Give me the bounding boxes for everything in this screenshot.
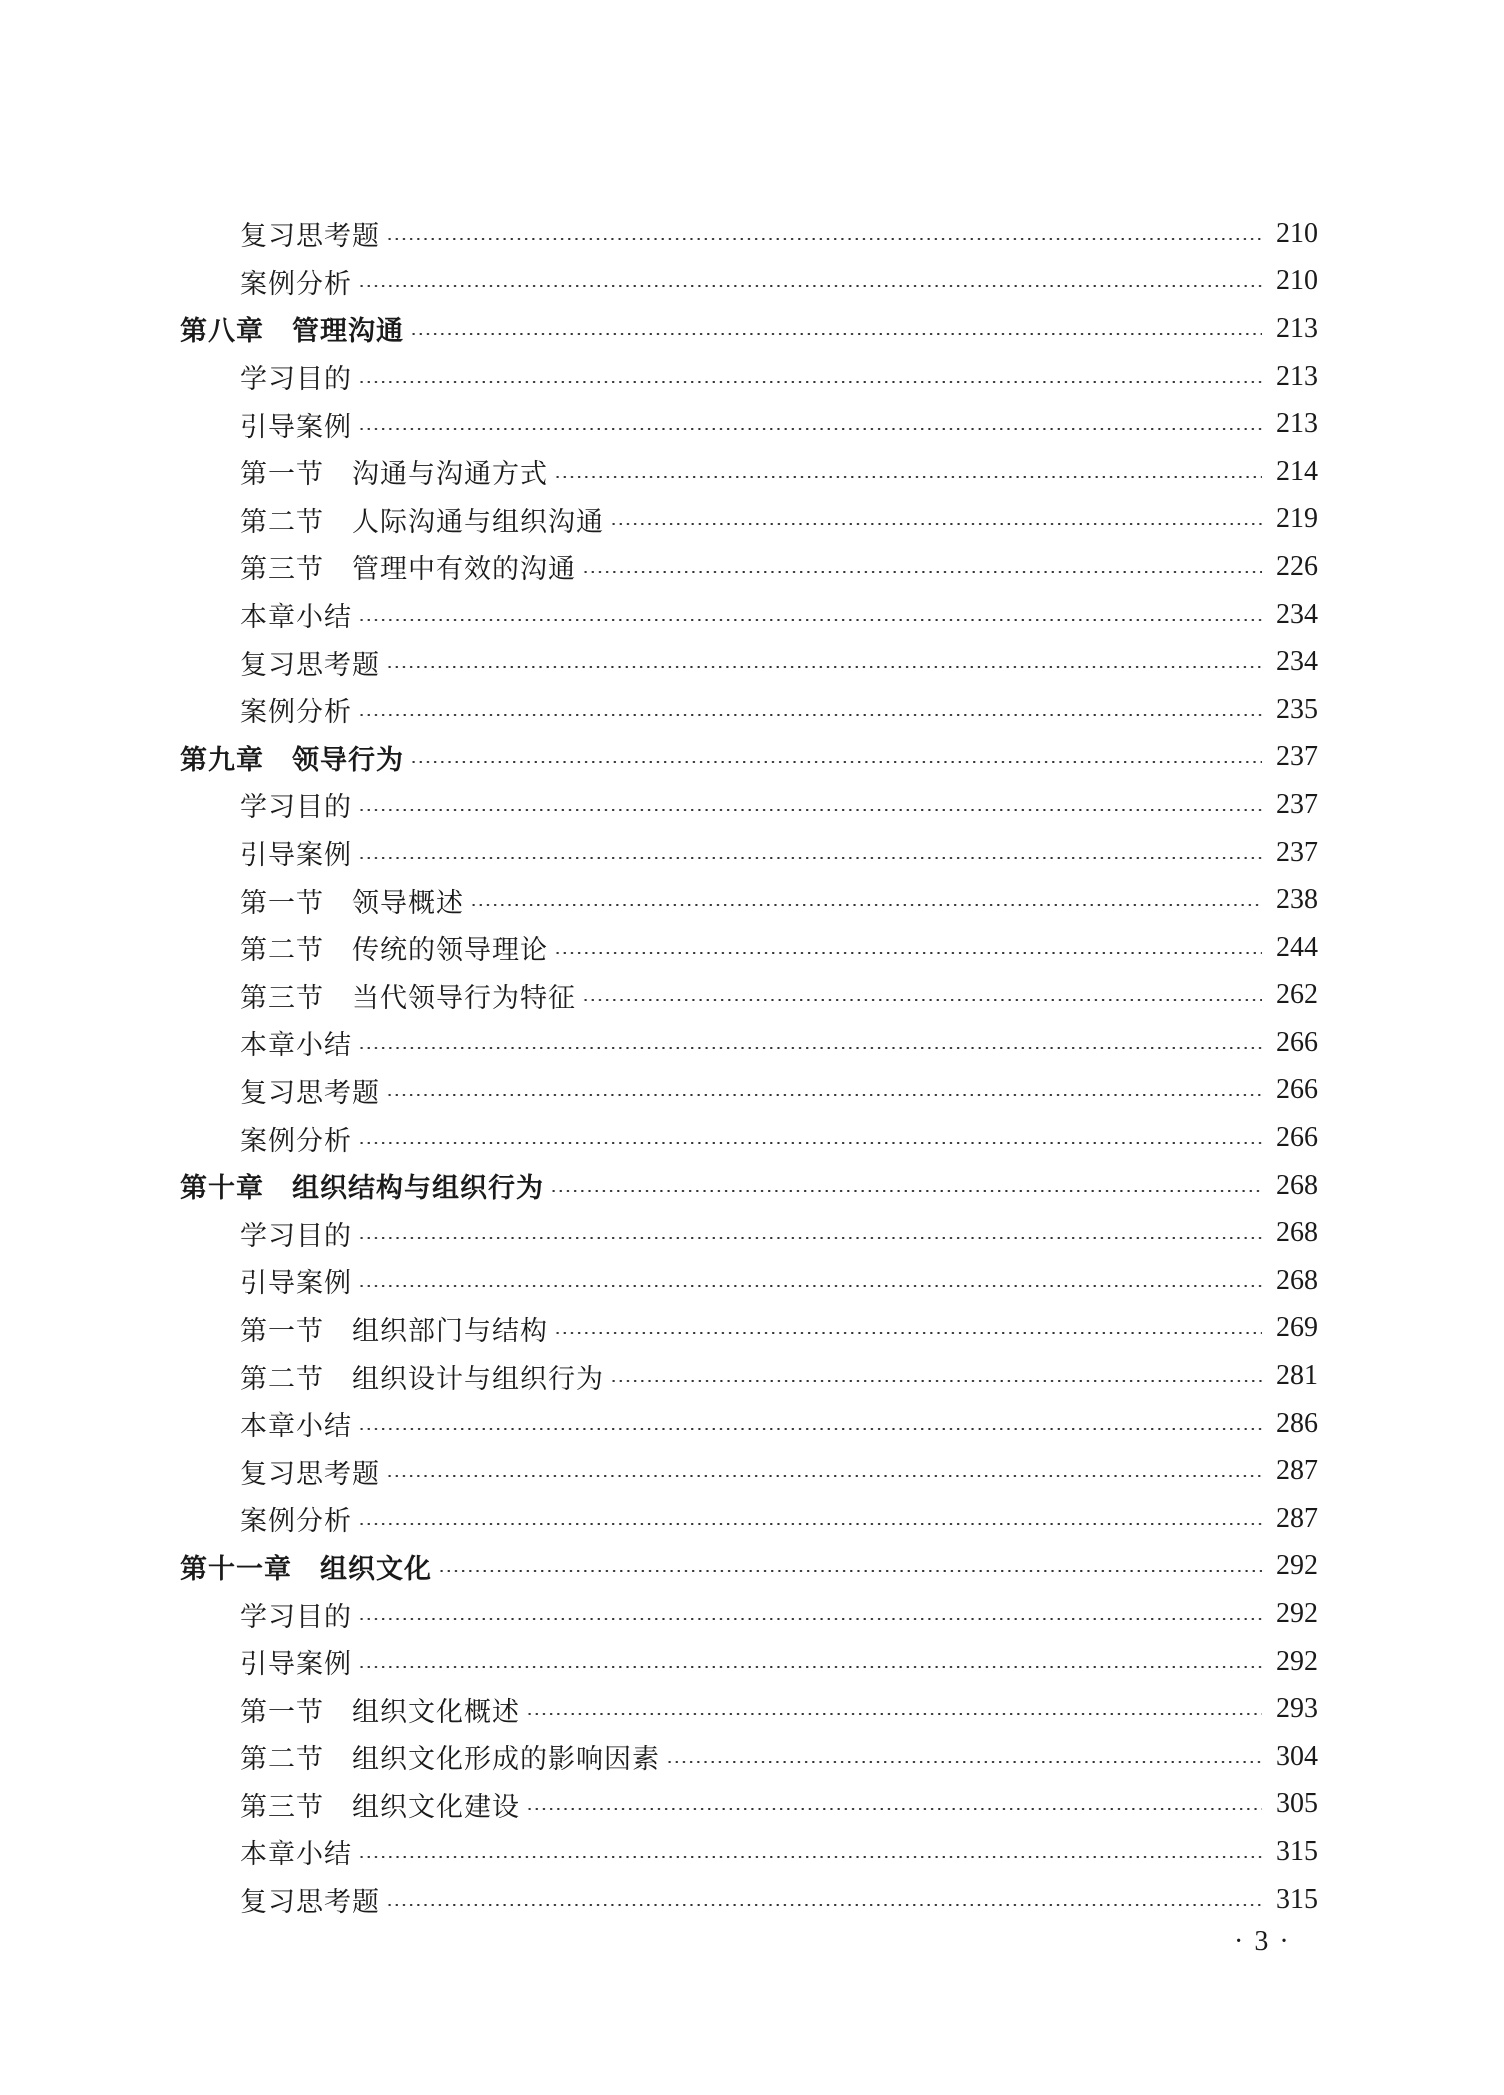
toc-entry-page-number: 287 — [1276, 1502, 1318, 1534]
dot-leader — [358, 428, 1262, 430]
toc-entry — [180, 1781, 1318, 1829]
toc-entry-title: 学习目的 — [240, 1601, 352, 1633]
toc-entry-title: 复习思考题 — [240, 1077, 380, 1109]
toc-entry — [180, 1352, 1318, 1400]
toc-entry-page-number: 234 — [1276, 646, 1318, 678]
toc-entry — [180, 258, 1318, 306]
toc-entry-page-number: 287 — [1276, 1455, 1318, 1487]
toc-entry-title: 本章小结 — [240, 1839, 352, 1871]
dot-leader — [470, 904, 1262, 906]
dot-leader — [358, 1666, 1262, 1668]
toc-entry-page-number: 237 — [1276, 741, 1318, 773]
dot-leader — [526, 1713, 1262, 1715]
dot-leader — [358, 285, 1262, 287]
dot-leader — [582, 999, 1262, 1001]
dot-leader — [554, 476, 1262, 478]
toc-chapter-entry — [180, 1543, 1318, 1591]
toc-entry — [180, 781, 1318, 829]
toc-entry — [180, 400, 1318, 448]
toc-entry-title: 学习目的 — [240, 364, 352, 396]
dot-leader — [610, 523, 1262, 525]
toc-entry-page-number: 315 — [1276, 1883, 1318, 1915]
toc-entry-title: 第二节 组织设计与组织行为 — [240, 1363, 604, 1395]
dot-leader — [386, 1904, 1262, 1906]
toc-entry — [180, 1114, 1318, 1162]
toc-entry-title: 第一节 组织部门与结构 — [240, 1315, 548, 1347]
toc-entry-page-number: 292 — [1276, 1645, 1318, 1677]
toc-entry-page-number: 237 — [1276, 836, 1318, 868]
toc-entry-title: 第一节 组织文化概述 — [240, 1696, 520, 1728]
toc-entry — [180, 686, 1318, 734]
toc-entry-page-number: 262 — [1276, 979, 1318, 1011]
toc-entry-page-number: 210 — [1276, 217, 1318, 249]
toc-entry — [180, 1209, 1318, 1257]
dot-leader — [386, 666, 1262, 668]
toc-entry-title: 第八章 管理沟通 — [180, 316, 404, 348]
toc-entry-title: 案例分析 — [240, 1125, 352, 1157]
toc-entry-title: 引导案例 — [240, 1649, 352, 1681]
toc-entry-title: 本章小结 — [240, 602, 352, 634]
toc-entry-page-number: 210 — [1276, 265, 1318, 297]
dot-leader — [410, 761, 1262, 763]
toc-entry-page-number: 269 — [1276, 1312, 1318, 1344]
toc-entry-title: 第一节 沟通与沟通方式 — [240, 459, 548, 491]
toc-entry — [180, 1590, 1318, 1638]
toc-entry-page-number: 292 — [1276, 1550, 1318, 1582]
toc-entry-page-number: 244 — [1276, 931, 1318, 963]
toc-entry — [180, 1638, 1318, 1686]
toc-entry-page-number: 315 — [1276, 1835, 1318, 1867]
toc-entry — [180, 972, 1318, 1020]
table-of-contents — [180, 210, 1318, 1923]
toc-entry — [180, 1733, 1318, 1781]
dot-leader — [386, 1475, 1262, 1477]
dot-leader — [582, 571, 1262, 573]
dot-leader — [526, 1808, 1262, 1810]
toc-entry — [180, 876, 1318, 924]
page-number: · 3 · — [1234, 1926, 1291, 1957]
toc-entry-title: 第九章 领导行为 — [180, 744, 404, 776]
toc-entry-page-number: 219 — [1276, 503, 1318, 535]
toc-entry-title: 第三节 当代领导行为特征 — [240, 982, 576, 1014]
toc-entry — [180, 1257, 1318, 1305]
dot-leader — [358, 619, 1262, 621]
toc-entry — [180, 829, 1318, 877]
toc-chapter-entry — [180, 305, 1318, 353]
toc-entry-title: 本章小结 — [240, 1411, 352, 1443]
toc-entry-page-number: 213 — [1276, 408, 1318, 440]
dot-leader — [358, 1856, 1262, 1858]
dot-leader — [358, 1285, 1262, 1287]
toc-entry-page-number: 286 — [1276, 1407, 1318, 1439]
toc-entry — [180, 1067, 1318, 1115]
dot-leader — [358, 1523, 1262, 1525]
toc-entry — [180, 591, 1318, 639]
toc-entry — [180, 1019, 1318, 1067]
toc-entry-title: 第十一章 组织文化 — [180, 1553, 432, 1585]
toc-entry — [180, 448, 1318, 496]
dot-leader — [386, 238, 1262, 240]
toc-entry — [180, 543, 1318, 591]
toc-entry-page-number: 226 — [1276, 550, 1318, 582]
toc-entry-title: 引导案例 — [240, 1268, 352, 1300]
dot-leader — [550, 1190, 1262, 1192]
dot-leader — [358, 1428, 1262, 1430]
dot-leader — [358, 809, 1262, 811]
toc-entry — [180, 924, 1318, 972]
toc-entry — [180, 638, 1318, 686]
toc-entry-page-number: 281 — [1276, 1360, 1318, 1392]
toc-entry — [180, 496, 1318, 544]
dot-leader — [554, 1332, 1262, 1334]
toc-entry-title: 本章小结 — [240, 1030, 352, 1062]
toc-entry — [180, 353, 1318, 401]
toc-entry — [180, 1305, 1318, 1353]
toc-entry-title: 第二节 传统的领导理论 — [240, 935, 548, 967]
dot-leader — [610, 1380, 1262, 1382]
toc-entry-page-number: 268 — [1276, 1264, 1318, 1296]
dot-leader — [358, 1142, 1262, 1144]
dot-leader — [358, 1237, 1262, 1239]
toc-entry-title: 复习思考题 — [240, 221, 380, 253]
toc-entry-title: 第三节 组织文化建设 — [240, 1791, 520, 1823]
dot-leader — [358, 857, 1262, 859]
toc-entry-page-number: 266 — [1276, 1026, 1318, 1058]
toc-entry-title: 案例分析 — [240, 268, 352, 300]
toc-entry-page-number: 268 — [1276, 1217, 1318, 1249]
toc-entry-page-number: 213 — [1276, 360, 1318, 392]
toc-entry-page-number: 266 — [1276, 1122, 1318, 1154]
dot-leader — [358, 1618, 1262, 1620]
dot-leader — [410, 333, 1262, 335]
toc-entry — [180, 210, 1318, 258]
toc-entry-title: 第二节 组织文化形成的影响因素 — [240, 1744, 660, 1776]
toc-entry-title: 第一节 领导概述 — [240, 887, 464, 919]
toc-entry — [180, 1495, 1318, 1543]
toc-entry-page-number: 268 — [1276, 1169, 1318, 1201]
toc-entry-title: 第二节 人际沟通与组织沟通 — [240, 506, 604, 538]
toc-entry-title: 案例分析 — [240, 1506, 352, 1538]
toc-entry-title: 复习思考题 — [240, 1458, 380, 1490]
toc-entry-title: 复习思考题 — [240, 1887, 380, 1919]
toc-entry-title: 引导案例 — [240, 411, 352, 443]
toc-entry-title: 复习思考题 — [240, 649, 380, 681]
toc-entry-title: 案例分析 — [240, 697, 352, 729]
toc-entry-page-number: 305 — [1276, 1788, 1318, 1820]
toc-entry — [180, 1447, 1318, 1495]
toc-entry-page-number: 237 — [1276, 788, 1318, 820]
toc-entry-page-number: 238 — [1276, 884, 1318, 916]
toc-entry — [180, 1400, 1318, 1448]
toc-entry-page-number: 234 — [1276, 598, 1318, 630]
toc-entry-page-number: 213 — [1276, 312, 1318, 344]
dot-leader — [358, 714, 1262, 716]
toc-entry-page-number: 293 — [1276, 1693, 1318, 1725]
toc-entry-title: 引导案例 — [240, 840, 352, 872]
toc-entry-page-number: 304 — [1276, 1740, 1318, 1772]
dot-leader — [358, 1047, 1262, 1049]
toc-entry — [180, 1876, 1318, 1924]
toc-entry-page-number: 235 — [1276, 693, 1318, 725]
toc-entry-title: 第十章 组织结构与组织行为 — [180, 1173, 544, 1205]
toc-entry-title: 学习目的 — [240, 792, 352, 824]
dot-leader — [666, 1761, 1262, 1763]
dot-leader — [554, 952, 1262, 954]
toc-entry-page-number: 292 — [1276, 1598, 1318, 1630]
toc-entry-page-number: 266 — [1276, 1074, 1318, 1106]
toc-chapter-entry — [180, 734, 1318, 782]
toc-entry — [180, 1685, 1318, 1733]
toc-entry — [180, 1828, 1318, 1876]
dot-leader — [358, 381, 1262, 383]
toc-entry-page-number: 214 — [1276, 455, 1318, 487]
dot-leader — [386, 1094, 1262, 1096]
dot-leader — [438, 1570, 1262, 1572]
toc-entry-title: 第三节 管理中有效的沟通 — [240, 554, 576, 586]
toc-entry-title: 学习目的 — [240, 1220, 352, 1252]
toc-chapter-entry — [180, 1162, 1318, 1210]
